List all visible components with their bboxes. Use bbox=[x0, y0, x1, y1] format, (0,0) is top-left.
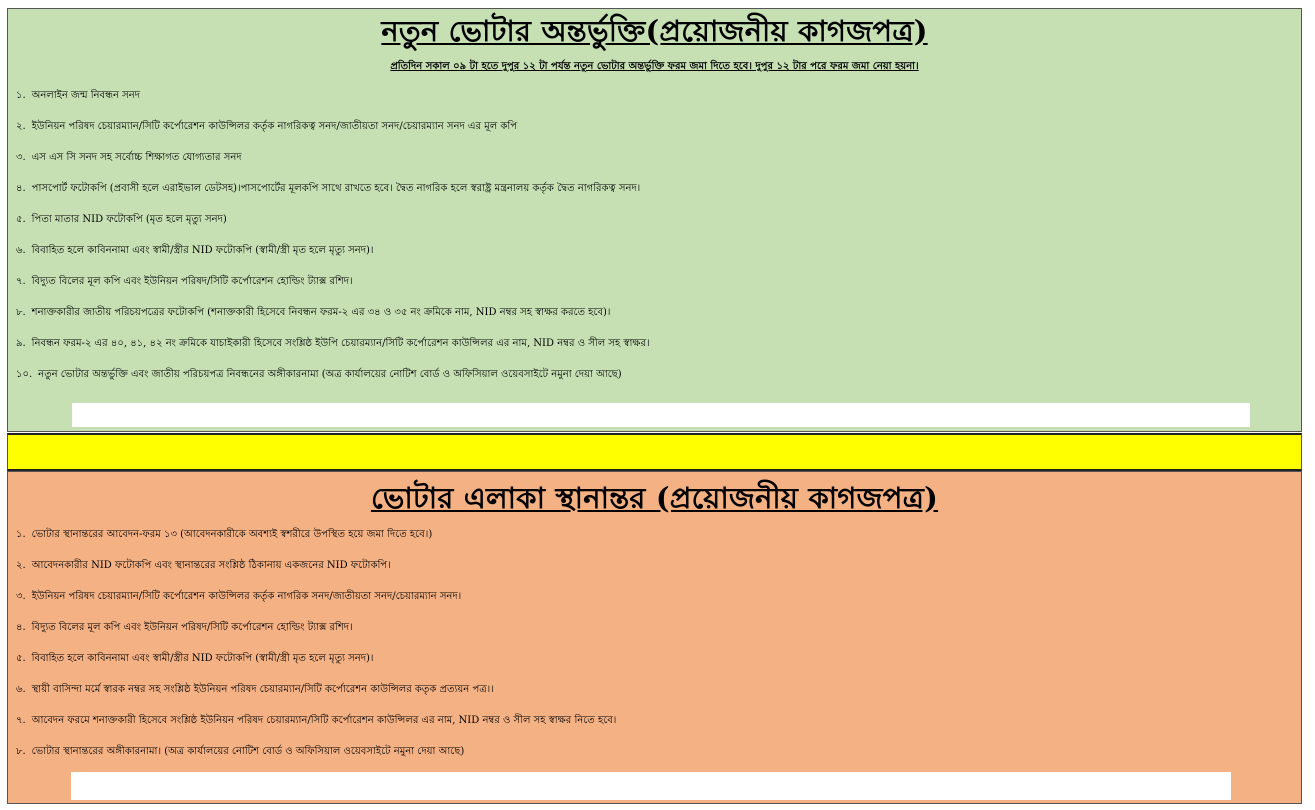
voter-transfer-document-list bbox=[8, 520, 1301, 768]
voter-transfer-panel bbox=[7, 471, 1302, 804]
blank-strip bbox=[72, 403, 1250, 427]
list-item bbox=[16, 551, 1301, 582]
list-item bbox=[16, 644, 1301, 675]
list-item bbox=[16, 174, 1301, 205]
list-item bbox=[16, 706, 1301, 737]
item-text: ইউনিয়ন পরিষদ চেয়ারম্যান/সিটি কর্পোরেশন কাউন্সিলর কর্তৃক নাগরিকত্ব সনদ/জাতীয়তা সনদ/চেয়ারম্যান সনদ এর মূল কপি bbox=[31, 121, 518, 132]
item-number: ৬. bbox=[16, 245, 26, 256]
item-number: ৮. bbox=[16, 307, 26, 318]
item-text: ভোটার স্থানান্তরের আবেদন-ফরম ১৩ (আবেদনকারীকে অবশ্যই স্বশরীরে উপস্থিত হয়ে জমা দিতে হবে।) bbox=[31, 529, 433, 540]
submission-time-notice: প্রতিদিন সকাল ০৯ টা হতে দুপুর ১২ টা পর্যন্ত নতুন ভোটার অন্তর্ভুক্তি ফরম জমা দিতে হবে। দুপুর ১২ টার পরে ফরম জমা নেয়া হয়না। bbox=[390, 61, 919, 72]
item-text: স্থায়ী বাসিন্দা মর্মে স্বারক নম্বর সহ সংশ্লিষ্ঠ ইউনিয়ন পরিষদ চেয়ারম্যান/সিটি কর্পোরেশন কাউন্সিলর কতৃক প্রত্যয়ন পত্র।। bbox=[31, 684, 494, 695]
item-text: বিবাহিত হলে কাবিননামা এবং স্বামী/স্ত্রীর NID ফটোকপি (স্বামী/স্ত্রী মৃত হলে মৃত্যু সনদ)। bbox=[31, 653, 374, 664]
item-text: অনলাইন জন্ম নিবন্ধন সনদ bbox=[31, 90, 140, 101]
item-number: ৫. bbox=[16, 214, 26, 225]
item-text: ভোটার স্থানান্তরের অঙ্গীকারনামা। (অত্র কার্যালয়ের নোটিশ বোর্ড ও অফিসিয়াল ওয়েবসাইটে নমুনা দেয়া আছে) bbox=[31, 746, 465, 757]
item-text: ইউনিয়ন পরিষদ চেয়ারম্যান/সিটি কর্পোরেশন কাউন্সিলর কর্তৃক নাগরিক সনদ/জাতীয়তা সনদ/চেয়ারম্যান সনদ। bbox=[31, 591, 462, 602]
voter-transfer-title: ভোটার এলাকা স্থানান্তর (প্রয়োজনীয় কাগজপত্র) bbox=[370, 481, 939, 515]
list-item bbox=[16, 267, 1301, 298]
item-number: ২. bbox=[16, 560, 26, 571]
item-text: নতুন ভোটার অন্তর্ভুক্তি এবং জাতীয় পরিচয়পত্র নিবন্ধনের অঙ্গীকারনামা (অত্র কার্যালয়ের নোটিশ বোর্ড ও অফিসিয়াল ওয়েবসাইটে নমুনা দেয়া আছে) bbox=[38, 369, 622, 380]
item-number: ১. bbox=[16, 529, 26, 540]
item-number: ২. bbox=[16, 121, 26, 132]
list-item bbox=[16, 143, 1301, 174]
list-item bbox=[16, 112, 1301, 143]
item-number: ১০. bbox=[16, 369, 33, 380]
item-text: শনাক্তকারীর জাতীয় পরিচয়পত্রের ফটোকপি (শনাক্তকারী হিসেবে নিবন্ধন ফরম-২ এর ৩৪ ও ৩৫ নং ক্রমিকে নাম, NID নম্বর সহ স্বাক্ষর করতে হবে)। bbox=[31, 307, 611, 318]
item-number: ৬. bbox=[16, 684, 26, 695]
list-item bbox=[16, 613, 1301, 644]
yellow-divider bbox=[7, 433, 1302, 471]
new-voter-title: নতুন ভোটার অন্তর্ভুক্তি(প্রয়োজনীয় কাগজপত্র) bbox=[381, 14, 928, 48]
item-number: ৪. bbox=[16, 622, 26, 633]
list-item bbox=[16, 205, 1301, 236]
item-text: পিতা মাতার NID ফটোকপি (মৃত হলে মৃত্যু সনদ) bbox=[31, 214, 227, 225]
item-number: ৩. bbox=[16, 591, 26, 602]
item-number: ৪. bbox=[16, 183, 26, 194]
item-text: আবেদন ফরমে শনাক্তকারী হিসেবে সংশ্লিষ্ঠ ইউনিয়ন পরিষদ চেয়ারম্যান/সিটি কর্পোরেশন কাউন্সিলর এর নাম, NID নম্বর ও সীল সহ স্বাক্ষর নিতে হবে। bbox=[31, 715, 617, 726]
new-voter-document-list bbox=[8, 81, 1301, 391]
list-item bbox=[16, 81, 1301, 112]
blank-strip bbox=[71, 772, 1231, 800]
item-text: এস এস সি সনদ সহ সর্বোচ্চ শিক্ষাগত যোগ্যতার সনদ bbox=[31, 152, 242, 163]
list-item bbox=[16, 582, 1301, 613]
list-item bbox=[16, 236, 1301, 267]
list-item bbox=[16, 737, 1301, 768]
item-number: ১. bbox=[16, 90, 26, 101]
list-item bbox=[16, 298, 1301, 329]
item-number: ৯. bbox=[16, 338, 26, 349]
item-text: আবেদনকারীর NID ফটোকপি এবং স্থানান্তরের সংশ্লিষ্ঠ ঠিকানায় একজনের NID ফটোকপি। bbox=[31, 560, 391, 571]
item-number: ৭. bbox=[16, 276, 26, 287]
item-text: নিবন্ধন ফরম-২ এর ৪০, ৪১, ৪২ নং ক্রমিকে যাচাইকারী হিসেবে সংশ্লিষ্ঠ ইউপি চেয়ারম্যান/সিটি কর্পোরেশন কাউন্সিলর এর নাম, NID নম্বর ও সীল সহ স্বাক্ষর। bbox=[31, 338, 650, 349]
item-number: ৫. bbox=[16, 653, 26, 664]
list-item bbox=[16, 360, 1301, 391]
list-item bbox=[16, 520, 1301, 551]
item-text: বিদ্যুত বিলের মূল কপি এবং ইউনিয়ন পরিষদ/সিটি কর্পোরেশন হোল্ডিং ট্যাক্স রশিদ। bbox=[31, 276, 353, 287]
item-number: ৮. bbox=[16, 746, 26, 757]
item-number: ৩. bbox=[16, 152, 26, 163]
list-item bbox=[16, 675, 1301, 706]
item-number: ৭. bbox=[16, 715, 26, 726]
list-item bbox=[16, 329, 1301, 360]
new-voter-panel bbox=[7, 8, 1302, 432]
item-text: পাসপোর্ট ফটোকপি (প্রবাসী হলে এরাইভাল ডেটসহ)।পাসপোর্টের মূলকপি সাথে রাখতে হবে। দ্বৈত নাগরিক হলে স্বরাষ্ট্র মন্ত্রনালয় কর্তৃক দ্বৈত নাগরিকত্ব সনদ। bbox=[31, 183, 641, 194]
item-text: বিবাহিত হলে কাবিননামা এবং স্বামী/স্ত্রীর NID ফটোকপি (স্বামী/স্ত্রী মৃত হলে মৃত্যু সনদ)। bbox=[31, 245, 374, 256]
item-text: বিদ্যুত বিলের মূল কপি এবং ইউনিয়ন পরিষদ/সিটি কর্পোরেশন হোল্ডিং ট্যাক্স রশিদ। bbox=[31, 622, 353, 633]
